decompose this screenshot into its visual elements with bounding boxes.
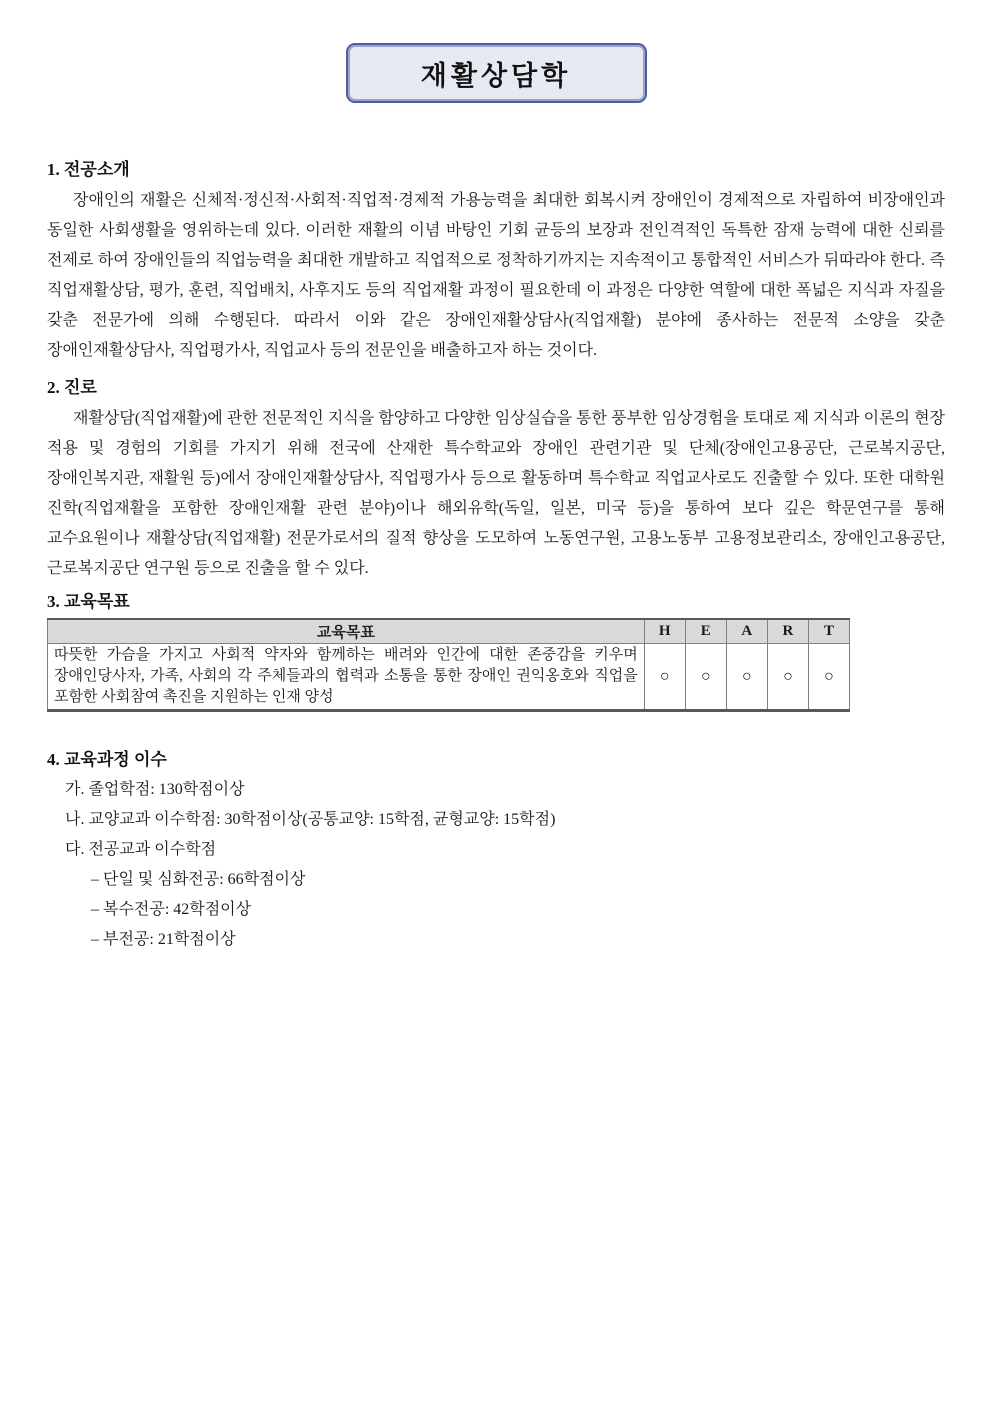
list-item-minor: – 부전공: 21학점이상 [91,931,236,948]
goal-mark-r: ○ [767,644,808,711]
goals-header-h: H [644,619,685,644]
section-goals-heading: 3. 교육목표 [47,592,130,611]
list-item-liberal-arts-credits: 나. 교양교과 이수학점: 30학점이상(공통교양: 15학점, 균형교양: 15학점) [65,811,556,828]
goal-mark-t: ○ [808,644,849,711]
section-intro [47,158,945,366]
page-content [0,158,992,955]
goal-mark-e: ○ [685,644,726,711]
section-career-heading: 2. 진로 [47,378,97,397]
section-career-body: 재활상담(직업재활)에 관한 전문적인 지식을 함양하고 다양한 임상실습을 통한 풍부한 임상경험을 토대로 제 지식과 이론의 현장 적용 및 경험의 기회를 가지기 위해 전국에 산재한 특수학교와 장애인 관련기관 및 단체(장애인고용공단, 근로복지공단, 장애인복지관, 재활원 등)에서 장애인재활상담사, 직업평가사 등으로 활동하며 특수학교 직업교사로도 진출할 수 있다. 또한 대학원 진학(직업재활을 포함한 장애인재활 관련 분야)이나 해외유학(독일, 일본, 미국 등)을 통하여 보다 깊은 학문연구를 통해 교수요원이나 재활상담(직업재활) 전문가로서의 질적 향상을 도모하여 노동연구원, 고용노동부 고용정보관리소, 장애인고용공단, 근로복지공단 연구원 등으로 진출을 할 수 있다. [47,410,945,577]
list-item-single-intensive-major: – 단일 및 심화전공: 66학점이상 [91,871,306,888]
goals-header-e: E [685,619,726,644]
goal-text: 따뜻한 가슴을 가지고 사회적 약자와 함께하는 배려와 인간에 대한 존중감을 키우며 장애인당사자, 가족, 사회의 각 주체들과의 협력과 소통을 통한 장애인 권익옹호와 직업을 포함한 사회참여 촉진을 지원하는 인재 양성 [48,644,645,711]
curriculum-items [47,775,945,955]
goals-header-r: R [767,619,808,644]
goals-header-t: T [808,619,849,644]
section-career [47,376,945,584]
goal-mark-a: ○ [726,644,767,711]
goals-header-a: A [726,619,767,644]
section-goals [47,590,945,712]
title-box [346,43,647,103]
goals-table-header-row [48,619,850,644]
section-intro-heading: 1. 전공소개 [47,160,130,179]
education-goals-table [47,618,850,712]
goals-header-goal: 교육목표 [48,619,645,644]
section-intro-body: 장애인의 재활은 신체적·정신적·사회적·직업적·경제적 가용능력을 최대한 회복시켜 장애인이 경제적으로 자립하여 비장애인과 동일한 사회생활을 영위하는데 있다. 이러한 재활의 이념 바탕인 기회 균등의 보장과 전인격적인 독특한 잠재 능력에 대한 신뢰를 전제로 하여 장애인들의 직업능력을 최대한 개발하고 직업적으로 정착하기까지는 지속적이고 통합적인 서비스가 뒤따라야 한다. 즉 직업재활상담, 평가, 훈련, 직업배치, 사후지도 등의 직업재활 과정이 필요한데 이 과정은 다양한 역할에 대한 폭넓은 지식과 자질을 갖춘 전문가에 의해 수행된다. 따라서 이와 같은 장애인재활상담사(직업재활) 분야에 종사하는 전문적 소양을 갖춘 장애인재활상담사, 직업평가사, 직업교사 등의 전문인을 배출하고자 하는 것이다. [47,192,945,359]
list-item-graduation-credits: 가. 졸업학점: 130학점이상 [65,781,245,798]
list-item-double-major: – 복수전공: 42학점이상 [91,901,252,918]
list-item-major-credits: 다. 전공교과 이수학점 [65,841,217,858]
section-curriculum-heading: 4. 교육과정 이수 [47,750,167,769]
page-title: 재활상담학 [420,60,572,91]
table-row [48,644,850,711]
section-curriculum [47,748,945,955]
goal-mark-h: ○ [644,644,685,711]
